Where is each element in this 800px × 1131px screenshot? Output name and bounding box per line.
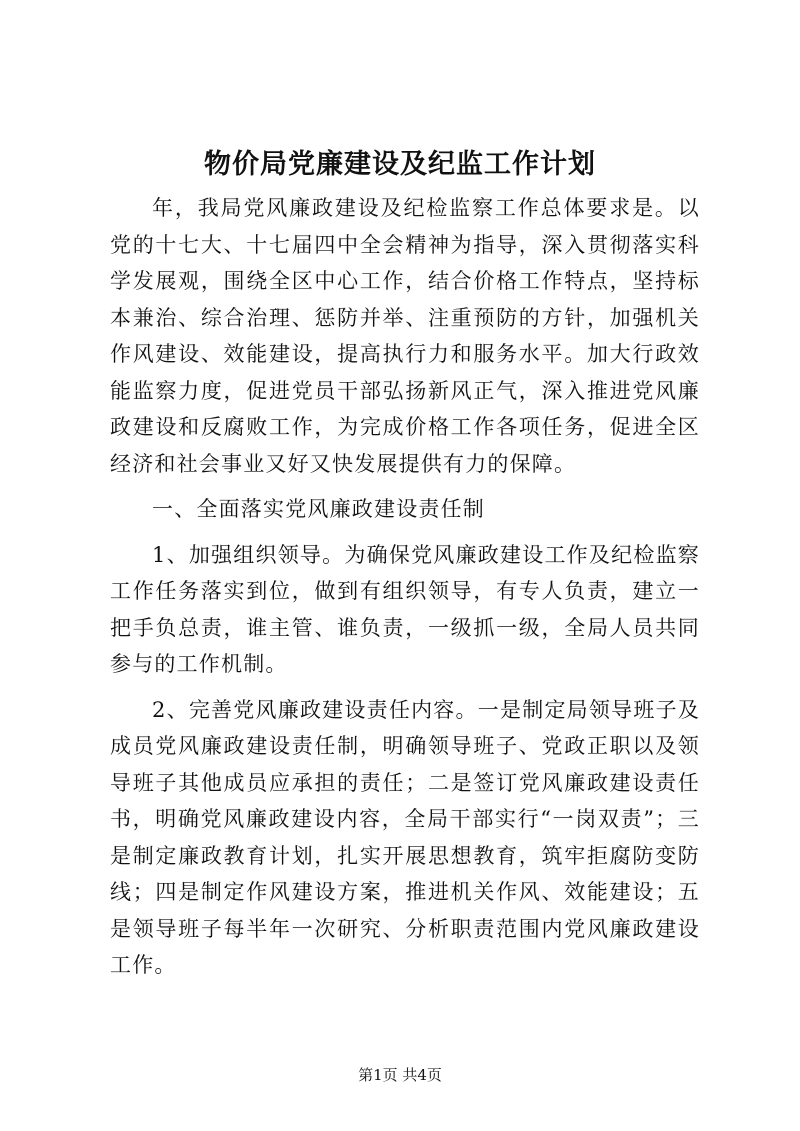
paragraph-item-1: 1、加强组织领导。为确保党风廉政建设工作及纪检监察工作任务落实到位，做到有组织领导，有专人负责，建立一把手负总责，谁主管、谁负责，一级抓一级，全局人员共同参与的工作机制。 [110, 542, 700, 676]
page-title: 物价局党廉建设及纪监工作计划 [204, 149, 596, 180]
page-footer: 第1页 共4页 [358, 1066, 442, 1084]
paragraph-item-2: 2、完善党风廉政建设责任内容。一是制定局领导班子及成员党风廉政建设责任制，明确领导班子、党政正职以及领导班子其他成员应承担的责任；二是签订党风廉政建设责任书，明确党风廉政建设内容，全局干部实行“一岗双责”；三是制定廉政教育计划，扎实开展思想教育，筑牢拒腐防变防线；四是制定作风建设方案，推进机关作风、效能建设；五是领导班子每半年一次研究、分析职责范围内党风廉政建设工作。 [110, 697, 700, 977]
document-body [110, 190, 700, 993]
paragraph-intro: 年，我局党风廉政建设及纪检监察工作总体要求是。以党的十七大、十七届四中全会精神为指导，深入贯彻落实科学发展观，围绕全区中心工作，结合价格工作特点，坚持标本兼治、综合治理、惩防并举、注重预防的方针，加强机关作风建设、效能建设，提高执行力和服务水平。加大行政效能监察力度，促进党员干部弘扬新风正气，深入推进党风廉政建设和反腐败工作，为完成价格工作各项任务，促进全区经济和社会事业又好又快发展提供有力的保障。 [110, 196, 700, 476]
section-heading-1: 一、全面落实党风廉政建设责任制 [152, 497, 485, 521]
